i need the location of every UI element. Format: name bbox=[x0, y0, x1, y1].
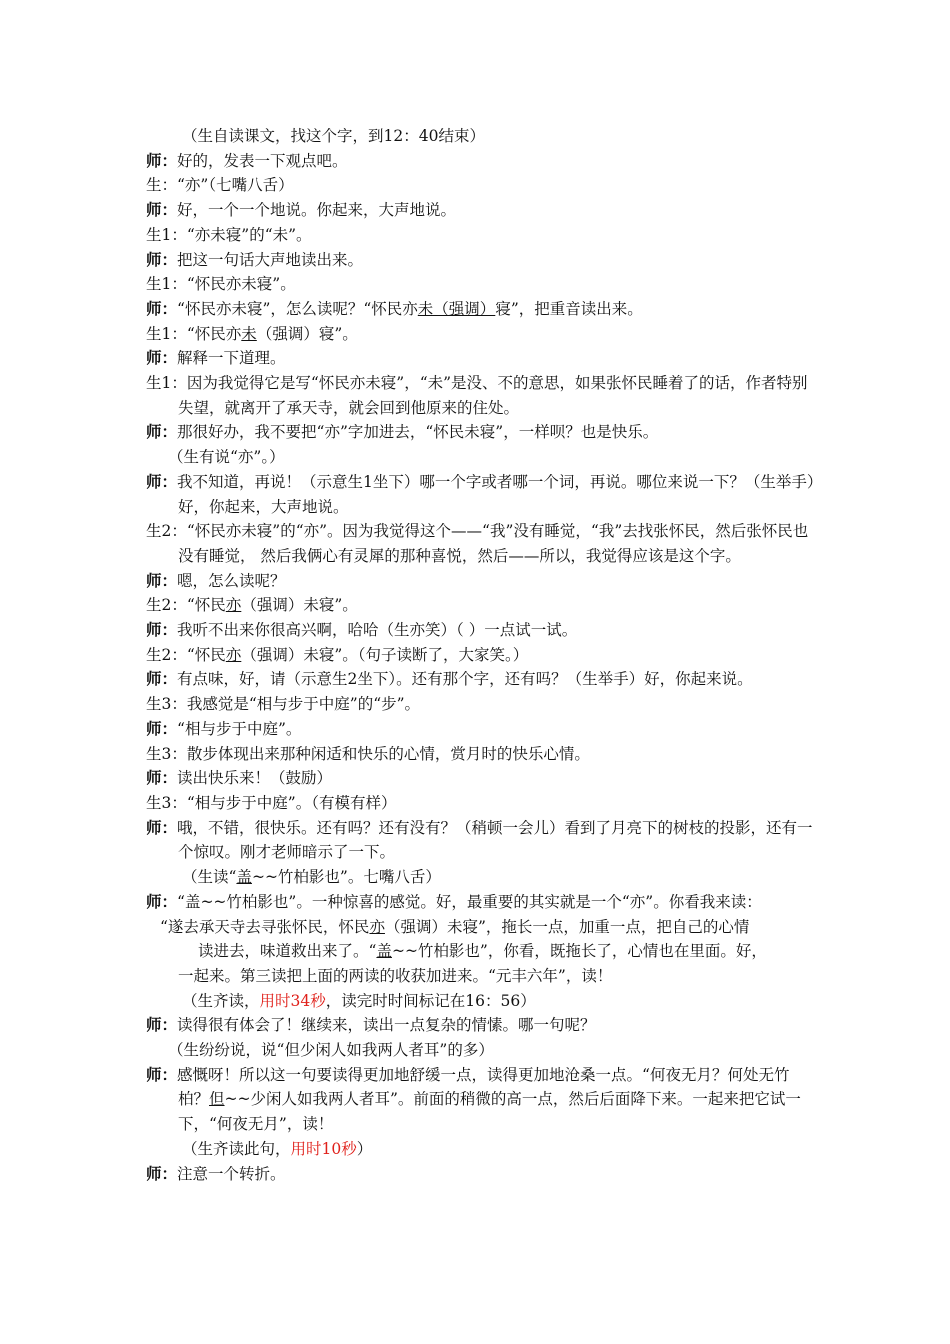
speaker-label: 师： bbox=[146, 669, 178, 689]
teacher-line: 师：读得很有体会了！继续来，读出一点复杂的情愫。哪一句呢？ bbox=[146, 1015, 596, 1035]
student-line: 生1：“怀民亦未寝”。 bbox=[146, 275, 296, 294]
time-highlight: 用时34秒 bbox=[259, 991, 326, 1010]
student-line: 生2：“怀民亦未寝”的“亦”。因为我觉得这个——“我”没有睡觉，“我”去找张怀民，然后张怀民也没有睡觉， 然后我俩心有灵犀的那种喜悦，然后——所以，我觉得应该是这个字。 bbox=[146, 522, 809, 565]
teacher-line: 师：那很好办，我不要把“亦”字加进去，“怀民未寝”，一样呗？也是快乐。 bbox=[146, 422, 659, 442]
speaker-label: 师： bbox=[146, 150, 178, 170]
teacher-line: 师：“怀民亦未寝”，怎么读呢？“怀民亦未（强调）寝”，把重音读出来。 bbox=[146, 298, 643, 318]
speaker-label: 师： bbox=[146, 817, 178, 837]
speaker-label: 师： bbox=[146, 200, 178, 220]
student-line: 生3：散步体现出来那种闲适和快乐的心情，赏月时的快乐心情。 bbox=[146, 744, 590, 763]
speaker-label: 师： bbox=[146, 249, 178, 269]
stage-note: （生自读课文，找这个字，到12：40结束） bbox=[182, 127, 485, 145]
stage-note: （生有说“亦”。） bbox=[168, 448, 285, 467]
teacher-line: 师：解释一下道理。 bbox=[146, 348, 286, 368]
student-line: 生2：“怀民亦（强调）未寝”。 bbox=[146, 596, 358, 615]
student-line: 生1：“怀民亦未（强调）寝”。 bbox=[146, 324, 358, 343]
emphasis-underline: 但 bbox=[209, 1090, 225, 1109]
speaker-label: 师： bbox=[146, 348, 178, 368]
teacher-line: 师：把这一句话大声地读出来。 bbox=[146, 249, 364, 269]
teacher-line: 师：哦，不错，很快乐。还有吗？还有没有？（稍顿一会儿）看到了月亮下的树枝的投影，还有一个惊叹。刚才老师暗示了一下。 bbox=[146, 817, 813, 862]
stage-note: （生读“盖~~竹柏影也”。七嘴八舌） bbox=[182, 868, 441, 887]
student-line: 生3：我感觉是“相与步于中庭”的“步”。 bbox=[146, 695, 421, 714]
speaker-label: 师： bbox=[146, 1163, 178, 1183]
emphasis-underline: 盖 bbox=[376, 942, 392, 961]
speaker-label: 师： bbox=[146, 471, 178, 491]
teacher-line: 师：注意一个转折。 bbox=[146, 1163, 286, 1183]
emphasis-underline: 亦 bbox=[225, 645, 242, 664]
teacher-line: 师：读出快乐来！（鼓励） bbox=[146, 768, 333, 788]
emphasis-underline: 盖 bbox=[236, 868, 252, 887]
speaker-label: 师： bbox=[146, 768, 178, 788]
transcript-body bbox=[146, 124, 816, 1186]
emphasis-underline: 亦 bbox=[369, 917, 385, 936]
teacher-line-cont: 一起来。第三读把上面的两读的收获加进来。“元丰六年”，读！ bbox=[178, 966, 613, 985]
teacher-line: 师：好，一个一个地说。你起来，大声地说。 bbox=[146, 200, 457, 220]
speaker-label: 师： bbox=[146, 570, 178, 590]
speaker-label: 师： bbox=[146, 718, 178, 738]
stage-note: （生纷纷说，说“但少闲人如我两人者耳”的多） bbox=[168, 1041, 494, 1060]
student-line: 生2：“怀民亦（强调）未寝”。（句子读断了，大家笑。） bbox=[146, 645, 529, 664]
student-line: 生3：“相与步于中庭”。（有模有样） bbox=[146, 793, 397, 812]
emphasis-underline: 亦 bbox=[225, 596, 242, 615]
speaker-label: 师： bbox=[146, 891, 178, 911]
speaker-label: 师： bbox=[146, 1064, 178, 1084]
time-highlight: 用时10秒 bbox=[290, 1139, 357, 1158]
teacher-line: 师：嗯，怎么读呢？ bbox=[146, 570, 286, 590]
student-line: 生1：因为我觉得它是写“怀民亦未寝”，“未”是没、不的意思，如果张怀民睡着了的话，作者特别失望，就离开了承天寺，就会回到他原来的住处。 bbox=[146, 374, 808, 417]
speaker-label: 师： bbox=[146, 298, 178, 318]
teacher-line-cont: 读进去，味道救出来了。“盖~~竹柏影也”，你看，既拖长了，心情也在里面。好， bbox=[198, 942, 767, 961]
speaker-label: 师： bbox=[146, 620, 178, 640]
teacher-line-cont: “遂去承天寺去寻张怀民，怀民亦（强调）未寝”，拖长一点，加重一点，把自己的心情 bbox=[160, 917, 750, 936]
teacher-line: 师：我不知道，再说！（示意生1坐下）哪一个字或者哪一个词，再说。哪位来说一下？（生举手）好，你起来，大声地说。 bbox=[146, 471, 815, 516]
teacher-line: 师：“相与步于中庭”。 bbox=[146, 718, 302, 738]
teacher-line: 师：好的，发表一下观点吧。 bbox=[146, 150, 348, 170]
speaker-label: 师： bbox=[146, 422, 178, 442]
student-line: 生：“亦”（七嘴八舌） bbox=[146, 176, 294, 195]
speaker-label: 师： bbox=[146, 1015, 178, 1035]
stage-note: （生齐读，用时34秒，读完时时间标记在16：56） bbox=[182, 991, 536, 1010]
teacher-line: 师：有点味，好，请（示意生2坐下）。还有那个字，还有吗？（生举手）好，你起来说。 bbox=[146, 669, 753, 689]
stage-note: （生齐读此句，用时10秒） bbox=[182, 1139, 373, 1158]
emphasis-underline: 未 bbox=[241, 324, 257, 343]
teacher-line: 师：感慨呀！所以这一句要读得更加地舒缓一点，读得更加地沧桑一点。“何夜无月？何处无竹柏？但~~少闲人如我两人者耳”。前面的稍微的高一点，然后后面降下来。一起来把它试一下，“何夜无月”，读！ bbox=[146, 1064, 801, 1134]
emphasis-underline: 未（强调） bbox=[417, 299, 496, 318]
student-line: 生1：“亦未寝”的“未”。 bbox=[146, 225, 312, 244]
teacher-line: 师：“盖~~竹柏影也”。一种惊喜的感觉。好，最重要的其实就是一个“亦”。你看我来读： bbox=[146, 891, 762, 911]
teacher-line: 师：我听不出来你很高兴啊，哈哈（生亦笑）（ ）一点试一试。 bbox=[146, 620, 578, 640]
